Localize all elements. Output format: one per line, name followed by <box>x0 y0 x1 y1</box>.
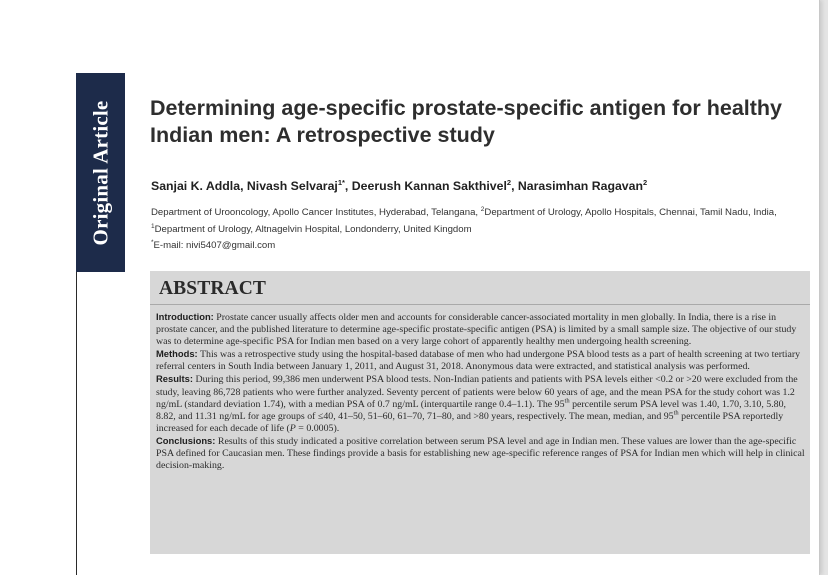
affiliation-2: Department of Urology, Apollo Hospitals, Chennai, Tamil Nadu, India, <box>484 207 777 219</box>
affiliations <box>151 203 811 253</box>
abstract-body <box>156 311 806 472</box>
email-mark: * <box>151 239 154 247</box>
methods-label: Methods: <box>156 348 198 360</box>
contact-email: E-mail: nivi5407@gmail.com <box>153 240 276 252</box>
author-affiliation-mark: 1* <box>337 178 345 187</box>
introduction-text: Prostate cancer usually affects older men and accounts for considerable cancer-associated mortality in men globally. In India, there is a rise in prostate cancer, and the published literature to determine age-specific prostate-specific antigen (PSA) is limited by a small sample size. The objective of our study was to determine age-specific PSA for Indian men based on a very large cohort of apparently healthy men undergoing health screening. <box>156 312 797 348</box>
author-affiliation-mark: 2 <box>643 178 648 187</box>
conclusions-text: Results of this study indicated a positive correlation between serum PSA level and age in Indian men. These values are lower than the age-specific PSA defined for Caucasian men. These findings provide a basis for establishing new age-specific reference ranges of PSA for Indian men which will help in clinical decision-making. <box>156 435 805 472</box>
abstract-box <box>150 271 810 554</box>
author-name: Narasimhan Ragavan <box>517 179 643 194</box>
introduction-label: Introduction: <box>156 311 214 322</box>
author-name: Deerush Kannan Sakthivel <box>351 179 507 194</box>
ordinal-suffix: th <box>673 409 679 417</box>
results-label: Results: <box>156 373 193 385</box>
abstract-results <box>156 373 806 434</box>
affiliation-1: Department of Urology, Altnagelvin Hospital, Londonderry, United Kingdom <box>154 223 472 235</box>
affiliation-main: Department of Urooncology, Apollo Cancer Institutes, Hyderabad, Telangana, <box>151 207 481 219</box>
abstract-introduction <box>156 311 806 348</box>
article-type-label: Original Article <box>88 100 112 245</box>
abstract-heading: ABSTRACT <box>159 278 266 299</box>
left-margin-rule <box>76 272 77 575</box>
abstract-methods <box>156 348 806 373</box>
affiliation-mark: 2 <box>480 206 485 213</box>
author-name: Nivash Selvaraj <box>246 179 338 194</box>
results-text: = 0.0005). <box>295 422 340 434</box>
abstract-header <box>150 271 810 305</box>
author-name: Sanjai K. Addla <box>151 179 241 194</box>
results-text: During this period, 99,386 men underwent PSA blood tests. Non-Indian patients and patients with PSA levels either <0.2 or >20 were excluded from the study, leaving 86,728 patients who were further analyzed. Seventy percent of patients were below 60 years of age, and the mean PSA for the study cohort was 1.2 ng/mL (standard deviation 1.74), with a median PSA of 0.7 ng/mL (interquartile range 0.4–1.1). The 95 <box>156 374 798 410</box>
p-value-symbol: P <box>289 422 296 434</box>
results-text: percentile PSA reportedly increased for each decade of life ( <box>156 410 784 434</box>
article-title: Determining age-specific prostate-specific antigen for healthy Indian men: A retrospective study <box>150 96 783 147</box>
ordinal-suffix: th <box>564 397 570 405</box>
results-text: percentile serum PSA level was 1.40, 1.70, 3.10, 5.80, 8.82, and 11.31 ng/mL for age groups of ≤40, 41–50, 51–60, 61–70, 71–80, and >80 years, respectively. The mean, median, and 95 <box>156 398 787 422</box>
abstract-conclusions <box>156 435 806 472</box>
author-list: Sanjai K. Addla, Nivash Selvaraj$^{1*}$, Deerush Kannan Sakthivel$^2$, Narasimhan Ragavan$^2$ <box>151 178 648 194</box>
methods-text: This was a retrospective study using the hospital-based database of men who had undergone PSA blood tests as a part of health screening at two tertiary referral centers in South India between January 1, 2011, and August 31, 2018. Anonymous data were extracted, and statistical analysis was performed. <box>156 349 801 373</box>
conclusions-label: Conclusions: <box>156 434 216 446</box>
affiliation-mark: 1 <box>151 222 155 230</box>
author-affiliation-mark: 2 <box>506 178 512 187</box>
article-type-tab <box>76 73 125 272</box>
